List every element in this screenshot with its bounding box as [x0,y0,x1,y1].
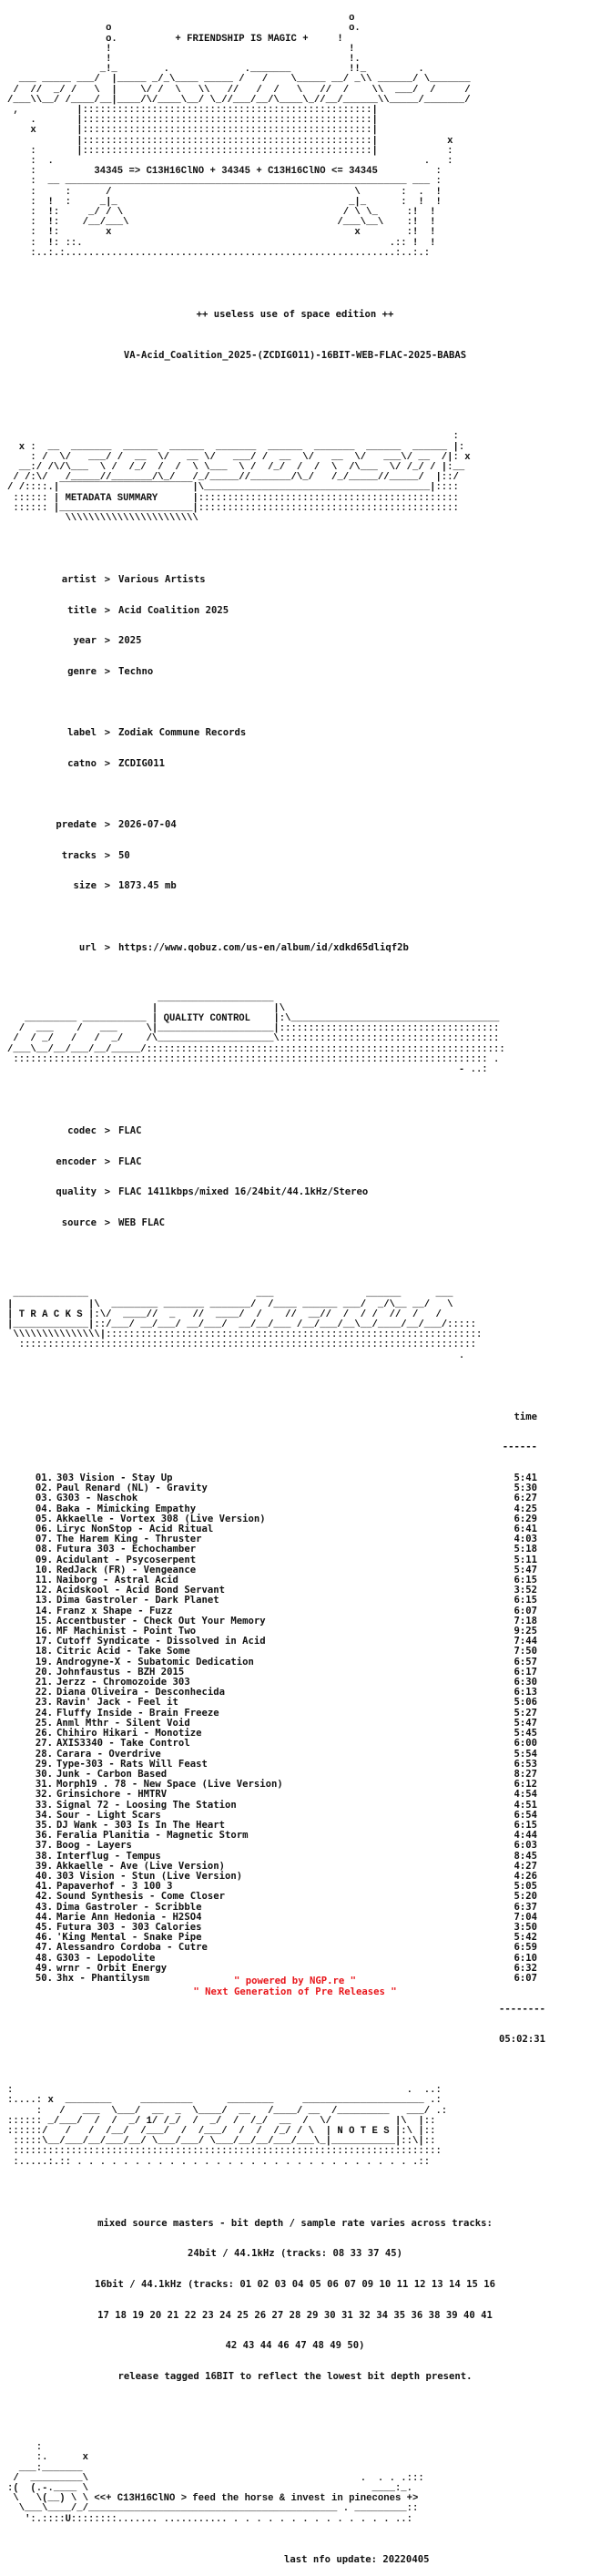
edition-line: ++ useless use of space edition ++ [196,309,394,321]
track-number: 23. [35,1697,53,1709]
track-time: 5:54 [514,1748,537,1760]
row-separator: > [104,757,111,769]
track-time: 6:15 [514,1595,537,1606]
track-title: G303 - Lepodolite [56,1952,156,1964]
metadata-url[interactable]: https://www.qobuz.com/us-en/album/id/xdkd65dliqf2b [118,941,409,953]
row-separator: > [104,574,111,586]
track-title: Chihiro Hikari - Monotize [56,1728,202,1740]
metadata-key: catno [67,757,97,769]
track-title: Akkaelle - Vortex 308 (Live Version) [56,1513,266,1524]
track-number: 40. [35,1870,53,1882]
metadata-section-title: METADATA SUMMARY [65,492,158,504]
track-number: 11. [35,1575,53,1586]
track-time: 7:44 [514,1636,537,1647]
metadata-label-row [7,728,583,738]
track-number: 31. [35,1779,53,1791]
track-number: 38. [35,1850,53,1862]
notes-section-title: N O T E S [337,2126,390,2137]
track-title: Interflug - Tempus [56,1850,161,1862]
metadata-label: Zodiak Commune Records [118,727,247,739]
track-title: Franz x Shape - Fuzz [56,1605,173,1616]
track-time: 8:45 [514,1850,537,1862]
track-number: 25. [35,1717,53,1729]
track-number: 28. [35,1748,53,1760]
track-time: 5:20 [514,1891,537,1903]
track-number: 18. [35,1646,53,1657]
track-number: 45. [35,1921,53,1933]
quality-list [7,1106,583,1239]
track-time: 5:47 [514,1564,537,1575]
tracklist-header-rule: ------ [502,1442,537,1453]
track-title: The Harem King - Thruster [56,1534,202,1545]
tracklist-total-row [7,2035,583,2045]
track-title: DJ Wank - 303 Is In The Heart [56,1819,225,1831]
track-title: Citric Acid - Take Some [56,1646,190,1657]
track-number: 29. [35,1758,53,1770]
tracklist-header [7,1412,583,1422]
track-number: 26. [35,1728,53,1740]
row-separator: > [104,727,111,739]
track-title: 3hx - Phantilysm [56,1972,150,1984]
metadata-key: url [78,941,97,953]
row-separator: > [104,941,111,953]
track-number: 33. [35,1799,53,1811]
header-tagline: + FRIENDSHIP IS MAGIC + [175,33,309,45]
track-title: RedJack (FR) - Vengeance [56,1564,197,1575]
track-title: Ravin' Jack - Feel it [56,1697,178,1709]
track-time: 8:27 [514,1768,537,1780]
track-time: 6:00 [514,1738,537,1750]
track-time: 4:51 [514,1799,537,1811]
metadata-url-row [7,943,583,953]
track-title: AXIS3340 - Take Control [56,1738,190,1750]
quality-encoder-row [7,1157,583,1167]
signoff-art: : :. x ___:_______ / _________\ . . . .::: :( (.-.____ \ ____:_. \ \(__) \ \ <<+ C13H16ClNO > feed the horse & invest in pinecones +> \___\____/_/___________________________________________ . _________:: ':.::::U::::::::....... ........... . . . . . . . . . . . . . . ..: [7,2442,424,2525]
notes-line: release tagged 16BIT to reflect the lowest bit depth present. [117,2370,473,2382]
track-title: Futura 303 - 303 Calories [56,1921,202,1933]
footer [0,1972,590,1997]
track-title: Johnfaustus - BZH 2015 [56,1666,185,1678]
quality-value: FLAC 1411kbps/mixed 16/24bit/44.1kHz/Stereo [118,1186,369,1198]
track-number: 19. [35,1656,53,1668]
track-title: 303 Vision - Stun (Live Version) [56,1870,243,1882]
row-separator: > [104,819,111,831]
track-row [7,1493,583,1504]
quality-source-row [7,1218,583,1228]
track-row [7,1943,583,1953]
metadata-catno: ZCDIG011 [118,757,166,769]
metadata-catno-row [7,759,583,769]
track-title: Signal 72 - Loosing The Station [56,1799,237,1811]
row-separator: > [104,604,111,616]
last-update-row [7,2555,583,2565]
track-number: 49. [35,1962,53,1974]
quality-quality-row [7,1187,583,1197]
track-title: Androgyne-X - Subatomic Dedication [56,1656,254,1668]
track-title: wrnr - Orbit Energy [56,1962,168,1974]
quality-key: encoder [56,1155,97,1167]
track-time: 5:30 [514,1483,537,1494]
track-title: Accentbuster - Check Out Your Memory [56,1615,266,1627]
track-number: 46. [35,1932,53,1944]
track-title: Acidulant - Psycoserpent [56,1554,197,1565]
track-time: 4:44 [514,1830,537,1842]
track-number: 01. [35,1473,53,1484]
track-time: 3:52 [514,1585,537,1596]
track-title: Paul Renard (NL) - Gravity [56,1483,208,1494]
notes-line: 16bit / 44.1kHz (tracks: 01 02 03 04 05 06 07 09 10 11 12 13 14 15 16 [94,2279,496,2291]
notes-banner-art: : . ..: :....: x ________ _________ ________ _____________________ .: : / ___ \___/ __ _ \____/ __ /____/ __ /_________ ___/ .: :::::: _/___/ / / _/ 1/ /_/ / _/ / /_/ __ / \/ |\ |:: ::::::/ / / /__/ /___/ / /___/ / / /_/ / \ | N O T E S |:\ |:: :::::\__/___/__/___/__/ \___/___/ \___/__/__/___/___\_|___________|::\|:: :::::::::::::::::::::::::::::::::::::::::::::::::::::::::::::::::::::::::: :.....:.:: . . . . . . . . . . . . . . . . . . . . . . . . . . . . . .:: [7,2085,448,2168]
release-name: VA-Acid_Coalition_2025-(ZCDIG011)-16BIT-WEB-FLAC-2025-BABAS [123,349,467,361]
track-time: 4:26 [514,1870,537,1882]
track-row [7,1739,583,1749]
quality-key: quality [56,1186,97,1198]
metadata-year: 2025 [118,635,142,647]
track-time: 5:45 [514,1728,537,1740]
track-number: 15. [35,1615,53,1627]
track-number: 06. [35,1524,53,1535]
track-row [7,1892,583,1902]
track-number: 02. [35,1483,53,1494]
track-time: 6:37 [514,1901,537,1913]
tracklist-total-rule: -------- [499,2003,546,2015]
track-time: 6:54 [514,1809,537,1821]
track-time: 4:25 [514,1503,537,1514]
track-title: Anml Mthr - Silent Void [56,1717,190,1729]
track-number: 35. [35,1819,53,1831]
track-time: 6:07 [514,1972,537,1984]
track-number: 17. [35,1636,53,1647]
header-formula: 34345 => C13H16ClNO + 34345 + C13H16ClNO <= 34345 [94,166,378,178]
metadata-key: label [67,727,97,739]
track-time: 5:11 [514,1554,537,1565]
track-number: 16. [35,1626,53,1637]
track-time: 5:27 [514,1707,537,1719]
track-number: 34. [35,1809,53,1821]
track-title: Akkaelle - Ave (Live Version) [56,1860,225,1872]
row-separator: > [104,1216,111,1228]
track-number: 20. [35,1666,53,1678]
track-time: 4:54 [514,1789,537,1801]
track-time: 3:50 [514,1921,537,1933]
track-title: Dima Gastroler - Scribble [56,1901,202,1913]
track-time: 9:25 [514,1626,537,1637]
metadata-predate: 2026-07-04 [118,819,177,831]
metadata-key: size [73,880,97,892]
quality-key: codec [67,1125,97,1137]
track-row [7,1841,583,1851]
metadata-title: Acid Coalition 2025 [118,604,229,616]
track-time: 6:03 [514,1840,537,1852]
metadata-key: artist [61,574,97,586]
metadata-tracks: 50 [118,849,130,861]
track-time: 6:15 [514,1575,537,1586]
track-title: Type-303 - Rats Will Feast [56,1758,208,1770]
track-time: 6:12 [514,1779,537,1791]
track-row [7,1647,583,1657]
track-number: 22. [35,1687,53,1699]
track-title: Dima Gastroler - Dark Planet [56,1595,219,1606]
metadata-key: tracks [61,849,97,861]
track-number: 39. [35,1860,53,1872]
track-number: 44. [35,1911,53,1923]
metadata-artist: Various Artists [118,574,206,586]
track-time: 7:50 [514,1646,537,1657]
track-number: 27. [35,1738,53,1750]
metadata-list [7,555,583,963]
track-time: 6:27 [514,1493,537,1504]
track-time: 5:42 [514,1932,537,1944]
track-title: Sound Synthesis - Come Closer [56,1891,225,1903]
track-number: 21. [35,1677,53,1688]
track-number: 24. [35,1707,53,1719]
track-number: 36. [35,1830,53,1842]
track-time: 6:30 [514,1677,537,1688]
track-title: Liryc NonStop - Acid Ritual [56,1524,214,1535]
track-time: 6:59 [514,1942,537,1954]
track-time: 4:03 [514,1534,537,1545]
track-number: 42. [35,1891,53,1903]
track-number: 41. [35,1881,53,1893]
track-number: 13. [35,1595,53,1606]
track-time: 6:17 [514,1666,537,1678]
row-separator: > [104,1155,111,1167]
track-title: Sour - Light Scars [56,1809,161,1821]
track-number: 05. [35,1513,53,1524]
track-time: 5:47 [514,1717,537,1729]
quality-banner-art: ____________________ | |\ _________ ___________ | QUALITY CONTROL |:\____________________________________ / ___ / ___ \|____________________|:::::::::::::::::::::::::::::::::::::: / / _/ / / _/ /\____________________\:::::::::::::::::::::::::::::::::::::: /___\__/__/___/__/_____/:::::::::::::::::::::::::::::::::::::::::::::::::::::::::::::: :::::::::::::::::::::::::::::::::::::::::::::::::::::::::::::::::::::::::::::::::: . - ..: [7,992,505,1075]
notes-line: 24bit / 44.1kHz (tracks: 08 33 37 45) [188,2248,402,2260]
track-row [7,1698,583,1708]
quality-key: source [61,1216,97,1228]
track-title: Grinsichore - HMTRV [56,1789,168,1801]
track-number: 12. [35,1585,53,1596]
track-number: 03. [35,1493,53,1504]
track-time: 5:05 [514,1881,537,1893]
track-number: 10. [35,1564,53,1575]
track-time: 7:18 [514,1615,537,1627]
track-number: 43. [35,1901,53,1913]
metadata-predate-row [7,820,583,830]
notes-line: 17 18 19 20 21 22 23 24 25 26 27 28 29 30 31 32 34 35 36 38 39 40 41 [97,2309,493,2321]
metadata-genre: Techno [118,666,154,678]
tracks-section-title: T R A C K S [18,1309,83,1320]
track-time: 7:04 [514,1911,537,1923]
metadata-title-row [7,606,583,616]
track-title: Junk - Carbon Based [56,1768,168,1780]
track-number: 30. [35,1768,53,1780]
metadata-key: genre [67,666,97,678]
track-title: Baka - Mimicking Empathy [56,1503,197,1514]
quality-source: WEB FLAC [118,1216,166,1228]
track-title: Jerzz - Chromozoide 303 [56,1677,190,1688]
quality-section-title: QUALITY CONTROL [163,1012,251,1024]
tracks-banner-art: _____________ ___ ______ ___ | |\ ________ _______ _______/ /____ ______ ___/ _/\__ __/ \ | T R A C K S |:\/ ____// _ // ____/ / // __// / / / // / / |_____________|::/___/ __/___/ __/___/ __/__/___ /__/___/__\__/____/__/___/::::: \\\\\\\\\\\\\\\|::::::::::::::::::::::::::::::::::::::::::::::::::::::::::::::::: ::::::::::::::::::::::::::::::::::::::::::::::::::::::::::::::::::::::::::::::: . [7,1288,483,1361]
track-time: 5:18 [514,1544,537,1555]
track-time: 6:29 [514,1513,537,1524]
row-separator: > [104,1186,111,1198]
metadata-artist-row [7,575,583,585]
row-separator: > [104,849,111,861]
track-time: 6:10 [514,1952,537,1964]
tracklist [7,1391,583,2055]
row-separator: > [104,1125,111,1137]
track-title: Diana Oliveira - Desconhecida [56,1687,225,1699]
notes-line: mixed source masters - bit depth / sample rate varies across tracks: [97,2217,493,2229]
track-time: 6:07 [514,1605,537,1616]
track-number: 09. [35,1554,53,1565]
track-title: Naiborg - Astral Acid [56,1575,178,1586]
track-title: Feralia Planitia - Magnetic Storm [56,1830,249,1842]
track-number: 32. [35,1789,53,1801]
track-time: 4:27 [514,1860,537,1872]
track-time: 6:32 [514,1962,537,1974]
metadata-tracks-row [7,851,583,861]
track-title: Cutoff Syndicate - Dissolved in Acid [56,1636,266,1647]
track-number: 08. [35,1544,53,1555]
row-separator: > [104,666,111,678]
row-separator: > [104,635,111,647]
track-row [7,1790,583,1800]
time-column-header: time [514,1411,537,1422]
track-title: MF Machinist - Point Two [56,1626,197,1637]
track-time: 6:41 [514,1524,537,1535]
track-time: 5:06 [514,1697,537,1709]
track-title: Boog - Layers [56,1840,132,1852]
track-title: G303 - Naschok [56,1493,138,1504]
total-time: 05:02:31 [499,2034,546,2046]
track-time: 6:57 [514,1656,537,1668]
track-number: 07. [35,1534,53,1545]
header-ascii-art: o o o. o. + FRIENDSHIP IS MAGIC + ! ! ! ! !. _!_ . ._______ !!_ . ___ _____ ___/ |_____ _/_\____ _____ / / \_____ __/ _\\ ______/ \_______ / // _/ / \ | \/ / \ \\ // / / \ // / \\ ___/ / / /___\\__/ /____/__|____/\/____\__/ \_//___/__/\____\_//__/______\\_____/_______/ , |::::::::::::::::::::::::::::::::::::::::::::::::::| . |::::::::::::::::::::::::::::::::::::::::::::::::::| x |::::::::::::::::::::::::::::::::::::::::::::::::::| |::::::::::::::::::::::::::::::::::::::::::::::::::| x : |::::::::::::::::::::::::::::::::::::::::::::::::::| : : . . : : 34345 => C13H16ClNO + 34345 + C13H16ClNO <= 34345 : : __ ___________________________________________________________ ___ : : : / \ : . ! : ! : _|_ _|_ : ! ! : !: _/ / \ / \ \_ :! ! : !: /__/___\ /___\__\ :! ! : !: x x :! ! : !: ::. .:: ! ! :..:.:.........................................................:..:.: [7,13,471,259]
footer-tagline: " Next Generation of Pre Releases " [193,1986,397,1997]
track-title: Marie Ann Hedonia - H2SO4 [56,1911,202,1923]
track-title: Acidskool - Acid Bond Servant [56,1585,225,1596]
track-time: 6:53 [514,1758,537,1770]
metadata-year-row [7,636,583,646]
metadata-size: 1873.45 mb [118,880,177,892]
quality-encoder: FLAC [118,1155,142,1167]
track-title: Alessandro Cordoba - Cutre [56,1942,208,1954]
metadata-key: title [67,604,97,616]
metadata-size-row [7,881,583,891]
track-number: 14. [35,1605,53,1616]
signoff-text: <<+ C13H16ClNO > feed the horse & invest in pinecones +> [94,2493,419,2505]
track-title: Fluffy Inside - Brain Freeze [56,1707,219,1719]
last-update: last nfo update: 20220405 [284,2554,430,2566]
track-number: 47. [35,1942,53,1954]
quality-codec-row [7,1126,583,1136]
quality-codec: FLAC [118,1125,142,1137]
track-rows [7,1473,583,1984]
footer-powered-by[interactable]: " powered by NGP.re " [234,1976,356,1986]
nfo-document [7,4,583,2576]
track-title: Papaverhof - 3 100 3 [56,1881,173,1893]
track-number: 50. [35,1972,53,1984]
metadata-key: year [73,635,97,647]
track-row [7,1545,583,1555]
track-title: 303 Vision - Stay Up [56,1473,173,1484]
track-number: 37. [35,1840,53,1852]
metadata-genre-row [7,667,583,677]
track-title: 'King Mental - Snake Pipe [56,1932,202,1944]
track-row [7,1596,583,1606]
track-time: 6:13 [514,1687,537,1699]
notes-text [7,2198,583,2392]
track-title: Futura 303 - Echochamber [56,1544,197,1555]
track-title: Carara - Overdrive [56,1748,161,1760]
metadata-key: predate [56,819,97,831]
track-time: 5:41 [514,1473,537,1484]
metadata-banner-art: : x : __ _______ ______ ______ _______ ______ _______ ______ ______ |: : / \/ ___/ / __ \/ __ \/ ___/ / __ \/ __ \/ ___\/ __ /|: x __:/ /\/\___ \ / /_/ / / \ \___ \ / /_/ / / \ /\___ \/ /_/ / |:__ / /:\/ /_____//_______/\_/ /_/_____//_______/\_/ /_/_____//_____/ |::/ / /::::.|¯¯¯¯¯¯¯¯¯¯¯¯¯¯¯¯¯¯¯¯¯¯¯|\_______________________________________|:::: :::::: | METADATA SUMMARY |::::::::::::::::::::::::::::::::::::::::::::: :::::: |_______________________|::::::::::::::::::::::::::::::::::::::::::::: \\\\\\\\\\\\\\\\\\\\\\\ [7,431,471,525]
track-number: 04. [35,1503,53,1514]
track-time: 6:15 [514,1819,537,1831]
notes-line: 42 43 44 46 47 48 49 50) [225,2340,365,2352]
row-separator: > [104,880,111,892]
track-title: Morph19 . 78 - New Space (Live Version) [56,1779,283,1791]
track-number: 48. [35,1952,53,1964]
